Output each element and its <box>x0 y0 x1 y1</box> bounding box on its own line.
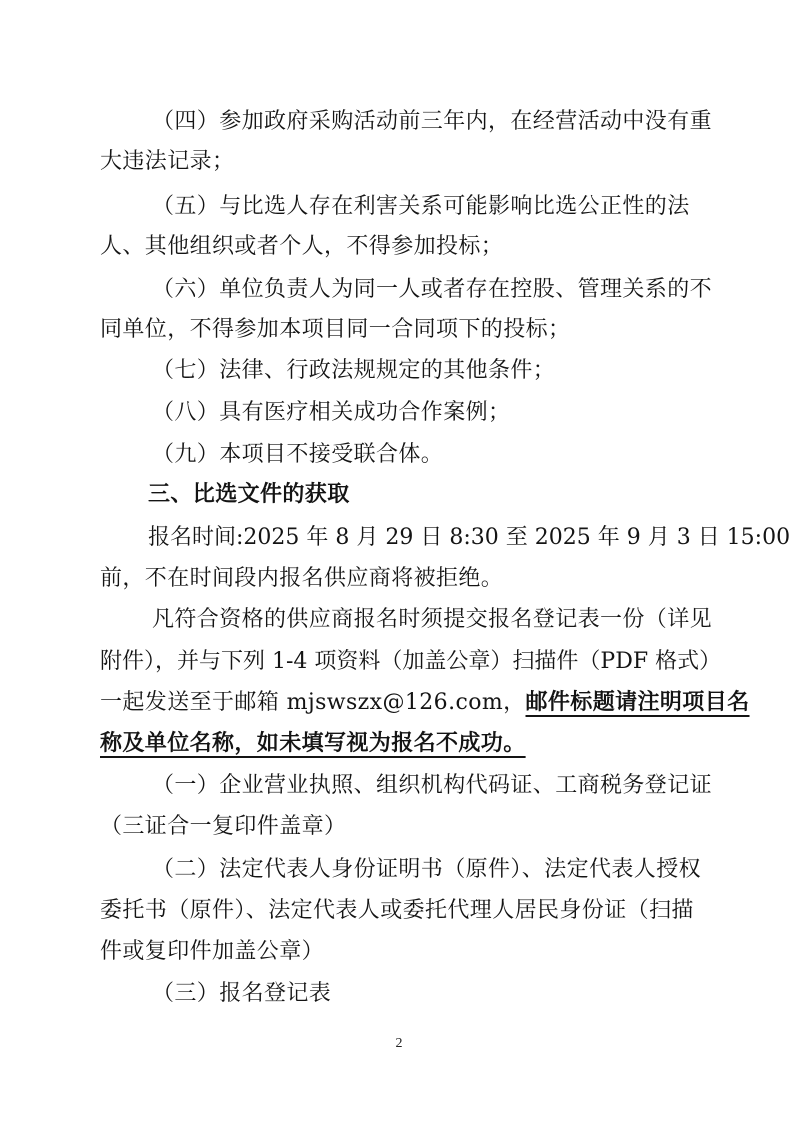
emphasis-text: 称及单位名称，如未填写视为报名不成功。 <box>100 731 526 756</box>
text-line: 委托书（原件）、法定代表人或委托代理人居民身份证（扫描 <box>100 898 694 923</box>
text-line <box>100 688 750 718</box>
text-line: 人、其他组织或者个人，不得参加投标； <box>100 234 504 259</box>
text-line: 凡符合资格的供应商报名时须提交报名登记表一份（详见 <box>152 607 713 632</box>
text-line: （三证合一复印件盖章） <box>100 814 347 839</box>
text-line: （五）与比选人存在利害关系可能影响比选公正性的法 <box>152 194 690 219</box>
emphasis-text: 邮件标题请注明项目名 <box>525 690 750 715</box>
section-heading: 三、比选文件的获取 <box>148 482 350 507</box>
text-line: 附件），并与下列 1-4 项资料（加盖公章）扫描件（PDF 格式） <box>100 649 722 674</box>
text-line: 件或复印件加盖公章） <box>100 939 325 964</box>
text-line: 报名时间:2025 年 8 月 29 日 8:30 至 2025 年 9 月 3 日 15:00 <box>148 525 791 550</box>
text-line: 同单位，不得参加本项目同一合同项下的投标； <box>100 317 571 342</box>
text-line: （七）法律、行政法规规定的其他条件； <box>152 358 556 383</box>
text-line: （八）具有医疗相关成功合作案例； <box>152 400 511 425</box>
text-line: （一）企业营业执照、组织机构代码证、工商税务登记证 <box>152 773 713 798</box>
text-line: 前，不在时间段内报名供应商将被拒绝。 <box>100 566 504 591</box>
text-line: （四）参加政府采购活动前三年内，在经营活动中没有重 <box>152 109 713 134</box>
text-line: （三）报名登记表 <box>152 981 332 1006</box>
text-line: （九）本项目不接受联合体。 <box>152 442 444 467</box>
page-number: 2 <box>395 1036 403 1051</box>
text-line: （六）单位负责人为同一人或者存在控股、管理关系的不 <box>152 277 713 302</box>
text-line: （二）法定代表人身份证明书（原件）、法定代表人授权 <box>152 857 702 882</box>
text-line: 大违法记录； <box>100 149 235 174</box>
email-sentence: 一起发送至于邮箱 mjswszx@126.com， <box>100 690 526 715</box>
